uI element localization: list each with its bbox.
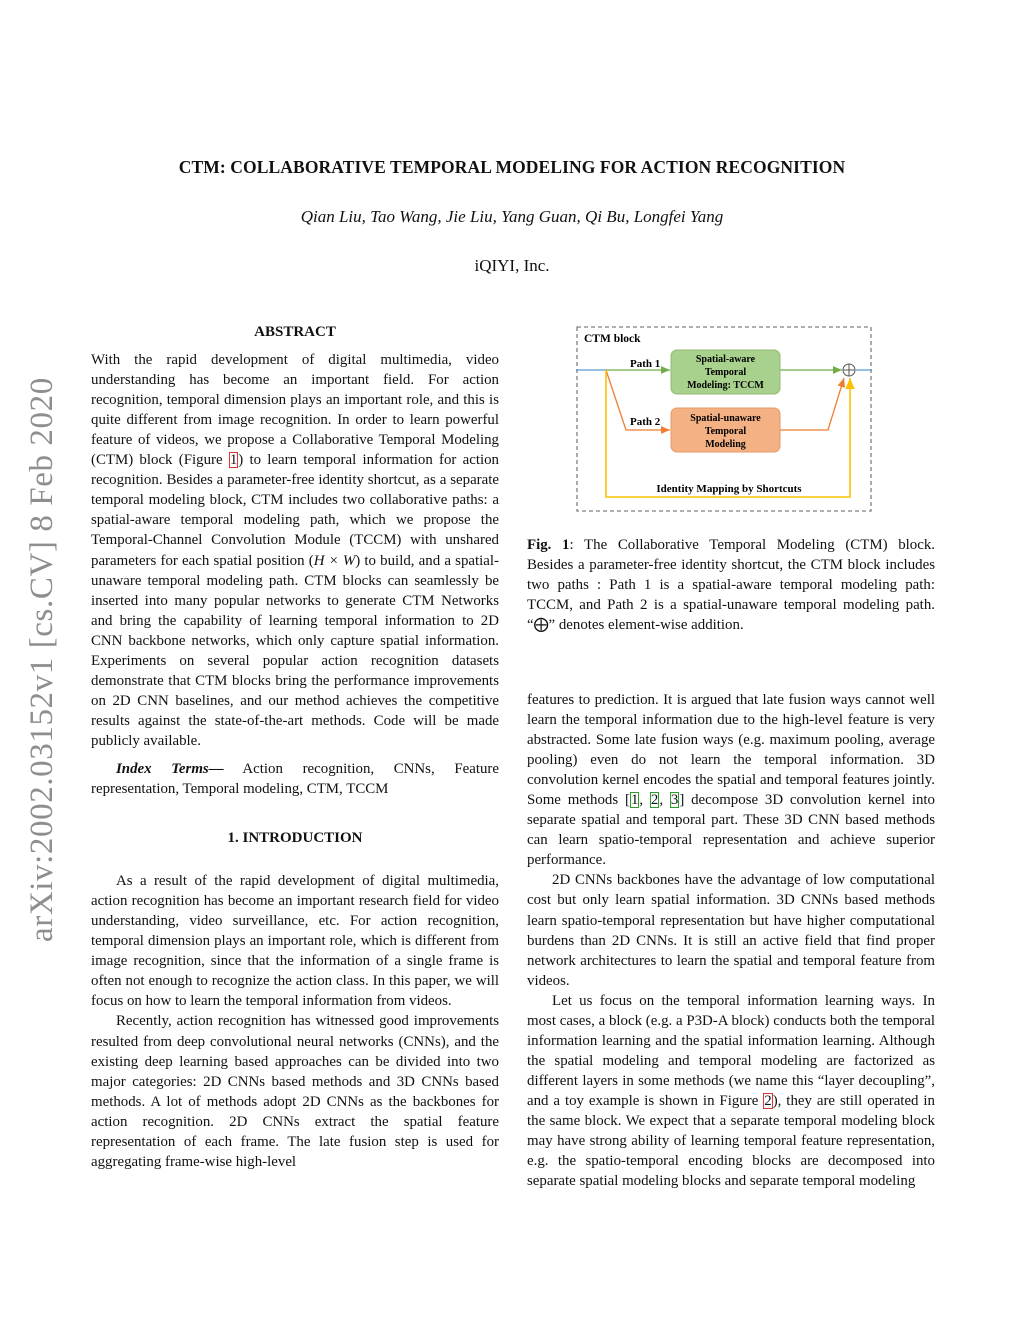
paper-authors: Qian Liu, Tao Wang, Jie Liu, Yang Guan, Qi Bu, Longfei Yang [300, 207, 724, 226]
path2-out-arrow [780, 378, 844, 430]
box1-line3: Modeling: TCCM [687, 380, 764, 391]
right-paragraph-2: 2D CNNs backbones have the advantage of low computational cost but only learn spatial information. 3D CNNs based methods learn spatio-temporal representation but have higher computational burdens than 2D CNNs. It is still an active field that find proper network architectures to learn the spatial and temporal feature from videos. [527, 872, 935, 989]
introduction-heading: 1. INTRODUCTION [227, 830, 363, 847]
shortcut-label: Identity Mapping by Shortcuts [656, 483, 802, 495]
path1-label: Path 1 [630, 358, 661, 370]
box2-line2: Temporal [704, 426, 747, 437]
right-paragraph-1: features to prediction. It is argued that late fusion ways cannot well learn the temporal information due to the high-level feature is very abstracted. Some late fusion ways (e.g. maximum pooling, average pooling) even do not learn the temporal information. 3D convolution kernel encodes the spatial and temporal features jointly. Some methods [1, 2, 3] decompose 3D convolution kernel into separate spatial and temporal part. These 3D CNN based methods can learn spatio-temporal representation and achieve superior performance. [527, 692, 935, 869]
figure-ref-link[interactable]: 2 [764, 1092, 772, 1109]
abstract-heading: ABSTRACT [254, 324, 336, 340]
right-column-caption [527, 535, 935, 635]
box1-line1: Spatial-aware [695, 354, 756, 365]
right-column [527, 690, 935, 1191]
figure-caption: Fig. 1: The Collaborative Temporal Modeling (CTM) block. Besides a parameter-free identity shortcut, the CTM block includes two paths : Path 1 is a spatial-aware temporal modeling path: TCCM, and Path 2 is a spatial-unaware temporal modeling path. “⨁” denotes element-wise addition. [527, 537, 935, 634]
citation-link[interactable]: 2 [650, 792, 659, 809]
abstract-text: With the rapid development of digital multimedia, video understanding has become an important field. For action recognition, temporal dimension plays an important role, and this is quite different from image recognition. In order to learn powerful feature of videos, we propose a Collaborative Temporal Modeling (CTM) block (Figure 1) to learn temporal information for action recognition. Besides a parameter-free identity shortcut, as a separate temporal modeling block, CTM includes two collaborative paths: a spatial-aware temporal modeling path, which we propose the Temporal-Channel Convolution Module (TCCM) with unshared parameters for each spatial position (H × W) to build, and a spatial-unaware temporal modeling path. CTM blocks can seamlessly be inserted into many popular networks to generate CTM Networks and bring the capability of learning temporal information to 2D CNN backbone networks, which only capture spatial information. Experiments on several popular action recognition datasets demonstrate that CTM blocks bring the performance improvements on 2D CNN baselines, and our method achieves the competitive results against the state-of-the-art methods. Code will be made publicly available. [91, 352, 499, 749]
citation-link[interactable]: 1 [630, 792, 639, 809]
index-terms-label: Index Terms— [116, 760, 224, 777]
right-paragraph-3: Let us focus on the temporal information learning ways. In most cases, a block (e.g. a P3D-A block) conducts both the temporal information learning and the spatial information learning. Although the spatial modeling and temporal modeling are factorized as different layers in some methods (we name this “layer decoupling”, and a toy example is shown in Figure 2), they are still operated in the same block. We expect that a separate temporal modeling block may have strong ability of learning temporal feature representation, e.g. the spatio-temporal encoding blocks are decomposed into separate spatial modeling blocks and separate temporal modeling [527, 992, 936, 1190]
left-column [91, 322, 499, 1172]
paper-affiliation: iQIYI, Inc. [474, 256, 550, 275]
intro-paragraph-2: Recently, action recognition has witnessed good improvements resulted from deep convolutional neural networks (CNNs), and the existing deep learning based approaches can be divided into two major categories: 2D CNNs based methods and 3D CNNs based methods. A lot of methods adopt 2D CNNs as the backbones for action recognition. 2D CNNs extract the spatial feature representation of each frame. The late fusion step is used for aggregating frame-wise high-level [91, 1013, 499, 1170]
box1-line2: Temporal [704, 367, 747, 378]
intro-paragraph-1: As a result of the rapid development of digital multimedia, action recognition has become an important research field for video understanding, video surveillance, etc. For action recognition, temporal dimension plays an important role, which is different from image recognition, since that the information of a single frame is often not enough to recognize the action class. In this paper, we will focus on how to learn the temporal information from videos. [91, 873, 499, 1010]
box2-line1: Spatial-unaware [690, 413, 761, 424]
figure-caption-label: Fig. 1 [527, 537, 570, 553]
path2-label: Path 2 [630, 416, 661, 428]
figure-ref-link[interactable]: 1 [229, 452, 238, 469]
citation-link[interactable]: 3 [670, 792, 679, 809]
math-h-w: H × W [313, 552, 356, 569]
arxiv-identifier: arXiv:2002.03152v1 [cs.CV] 8 Feb 2020 [24, 377, 60, 942]
box2-line3: Modeling [705, 439, 746, 450]
index-terms: Index Terms— Action recognition, CNNs, Feature representation, Temporal modeling, CTM, TCCM [91, 760, 499, 798]
ctm-block-label: CTM block [584, 333, 641, 345]
paper-title: CTM: COLLABORATIVE TEMPORAL MODELING FOR ACTION RECOGNITION [178, 157, 846, 177]
ctm-block-figure [576, 326, 872, 512]
